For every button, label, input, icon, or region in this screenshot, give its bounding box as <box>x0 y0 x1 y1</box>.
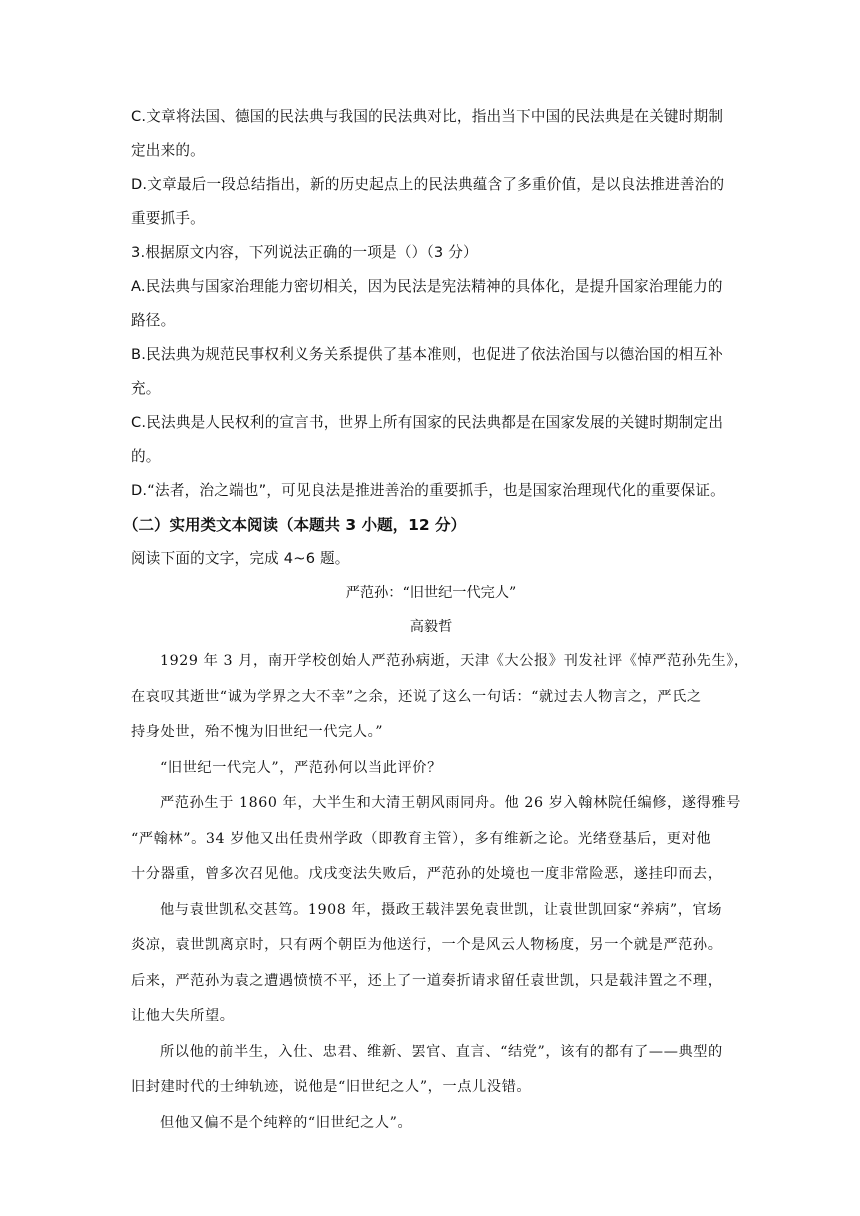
q3-option-c-line-2: 的。 <box>131 448 161 465</box>
paragraph-line: 炎凉，袁世凯离京时，只有两个朝臣为他送行，一个是风云人物杨度，另一个就是严范孙。 <box>131 937 723 953</box>
q2-option-c-line-1: C.文章将法国、德国的民法典与我国的民法典对比，指出当下中国的民法典是在关键时期制 <box>131 108 724 125</box>
article-paragraph-6 <box>131 1106 731 1142</box>
q3-option-b <box>131 338 731 406</box>
paragraph-line: 让他大失所望。 <box>131 1008 235 1024</box>
q3-option-b-line-1: B.民法典为规范民事权利义务关系提供了基本准则，也促进了依法治国与以德治国的相互补 <box>131 346 724 363</box>
article-paragraph-5 <box>131 1035 731 1106</box>
paragraph-line: “旧世纪一代完人”，严范孙何以当此评价？ <box>160 759 442 776</box>
paragraph-line: “严翰林”。34 岁他又出任贵州学政（即教育主管），多有维新之论。光绪登基后，更对他 <box>131 830 712 847</box>
q2-option-c-line-2: 定出来的。 <box>131 142 205 159</box>
q3-option-c-line-1: C.民法典是人民权利的宣言书，世界上所有国家的民法典都是在国家发展的关键时期制定出 <box>131 414 724 431</box>
paragraph-line: 但他又偏不是个纯粹的“旧世纪之人”。 <box>160 1114 413 1131</box>
paragraph-line: 后来，严范孙为袁之遭遇愤愤不平，还上了一道奏折请求留任袁世凯，只是载沣置之不理， <box>131 972 723 989</box>
q3-option-b-line-2: 充。 <box>131 380 161 397</box>
paragraph-line: 旧封建时代的士绅轨迹，说他是“旧世纪之人”，一点儿没错。 <box>131 1079 532 1095</box>
article-title: 严范孙：“旧世纪一代完人” <box>345 585 517 601</box>
paragraph-line: 他与袁世凯私交甚笃。1908 年，摄政王载沣罢免袁世凯，让袁世凯回家“养病”，官场 <box>160 901 723 918</box>
q2-option-c <box>131 100 731 168</box>
article-paragraph-3 <box>131 786 741 893</box>
q3-option-a <box>131 270 731 338</box>
q3-option-d <box>131 474 731 508</box>
q2-option-d <box>131 168 731 236</box>
q3-stem: 3.根据原文内容，下列说法正确的一项是（）（3 分） <box>131 244 478 261</box>
paragraph-line: 在哀叹其逝世“诚为学界之大不幸”之余，还说了这么一句话：“就过去人物言之，严氏之 <box>131 688 702 705</box>
q3-option-a-line-1: A.民法典与国家治理能力密切相关，因为民法是宪法精神的具体化，是提升国家治理能力的 <box>131 278 723 295</box>
paragraph-line: 严范孙生于 1860 年，大半生和大清王朝风雨同舟。他 26 岁入翰林院任编修，遂得雅号 <box>160 795 741 811</box>
q3-option-c <box>131 406 731 474</box>
q2-option-d-line-1: D.文章最后一段总结指出，新的历史起点上的民法典蕴含了多重价值，是以良法推进善治的 <box>131 176 725 193</box>
document-page <box>123 100 749 1141</box>
article-author: 高毅哲 <box>409 619 453 635</box>
q2-option-d-line-2: 重要抓手。 <box>131 210 205 227</box>
paragraph-line: 持身处世，殆不愧为旧世纪一代完人。” <box>131 724 384 740</box>
q3-option-a-line-2: 路径。 <box>131 312 176 329</box>
paragraph-line: 1929 年 3 月，南开学校创始人严范孙病逝，天津《大公报》刊发社评《悼严范孙先生》， <box>160 653 749 669</box>
section-instruction: 阅读下面的文字，完成 4~6 题。 <box>131 550 350 567</box>
article-paragraph-4 <box>131 893 731 1035</box>
section-heading: （二）实用类文本阅读（本题共 3 小题，12 分） <box>123 516 467 534</box>
paragraph-line: 十分器重，曾多次召见他。戊戌变法失败后，严范孙的处境也一度非常险恶，遂挂印而去， <box>131 866 723 882</box>
q3-option-d-line-1: D.“法者，治之端也”，可见良法是推进善治的重要抓手，也是国家治理现代化的重要保证。 <box>131 482 725 499</box>
article-paragraph-1 <box>131 644 749 751</box>
paragraph-line: 所以他的前半生，入仕、忠君、维新、罢官、直言、“结党”，该有的都有了——典型的 <box>160 1043 723 1060</box>
article-paragraph-2 <box>131 751 731 787</box>
